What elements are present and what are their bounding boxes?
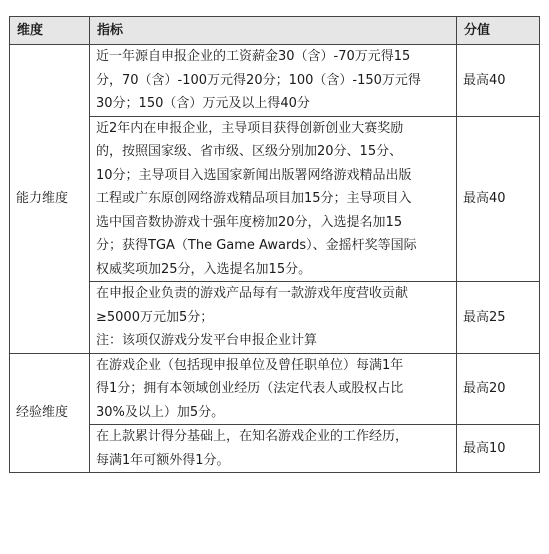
table-header-row	[10, 17, 540, 45]
table-row	[10, 425, 540, 473]
score-cell: 最高25	[457, 282, 540, 354]
indicator-line: 在游戏企业（包括现申报单位及曾任职单位）每满1年	[96, 357, 404, 373]
dimension-experience: 经验维度	[10, 353, 90, 473]
header-indicator: 指标	[90, 17, 457, 45]
indicator-line: 在申报企业负责的游戏产品每有一款游戏年度营收贡献	[96, 286, 409, 301]
indicator-cell	[90, 45, 457, 117]
indicator-line: 选中国音数协游戏十强年度榜加20分，入选提名加15	[96, 214, 403, 230]
indicator-line: 30分；150（含）万元及以上得40分	[96, 96, 310, 111]
indicator-line: 每满1年可额外得1分。	[96, 452, 230, 468]
indicator-line: 10分；主导项目入选国家新闻出版署网络游戏精品出版	[96, 167, 412, 183]
indicator-line: 在上款累计得分基础上，在知名游戏企业的工作经历，	[96, 429, 409, 444]
indicator-cell	[90, 425, 457, 473]
indicator-cell	[90, 282, 457, 354]
score-cell: 最高10	[457, 425, 540, 473]
indicator-line: 权威奖项加25分，入选提名加15分。	[96, 261, 312, 277]
indicator-cell	[90, 116, 457, 282]
header-score: 分值	[457, 17, 540, 45]
indicator-line: 30%及以上）加5分。	[96, 404, 225, 420]
indicator-line: 分，70（含）-100万元得20分；100（含）-150万元得	[96, 72, 421, 88]
indicator-line: 注：该项仅游戏分发平台申报企业计算	[96, 333, 318, 348]
score-cell: 最高20	[457, 353, 540, 425]
indicator-line: 分；获得TGA（The Game Awards）、金摇杆奖等国际	[96, 238, 417, 253]
indicator-line: 近2年内在申报企业，主导项目获得创新创业大赛奖励	[96, 120, 404, 136]
score-cell: 最高40	[457, 116, 540, 282]
score-cell: 最高40	[457, 45, 540, 117]
indicator-line: 工程或广东原创网络游戏精品项目加15分；主导项目入	[96, 191, 412, 206]
table-row	[10, 45, 540, 117]
indicator-line: ≥5000万元加5分；	[96, 309, 214, 325]
dimension-ability: 能力维度	[10, 45, 90, 354]
table-row	[10, 353, 540, 425]
header-dimension: 维度	[10, 17, 90, 45]
table-row	[10, 282, 540, 354]
indicator-line: 的，按照国家级、省市级、区级分别加20分、15分、	[96, 144, 403, 159]
indicator-line: 近一年源自申报企业的工资薪金30（含）-70万元得15	[96, 49, 411, 64]
scoring-criteria-table	[9, 16, 540, 473]
indicator-line: 得1分；拥有本领域创业经历（法定代表人或股权占比	[96, 381, 404, 396]
indicator-cell	[90, 353, 457, 425]
table-row	[10, 116, 540, 282]
